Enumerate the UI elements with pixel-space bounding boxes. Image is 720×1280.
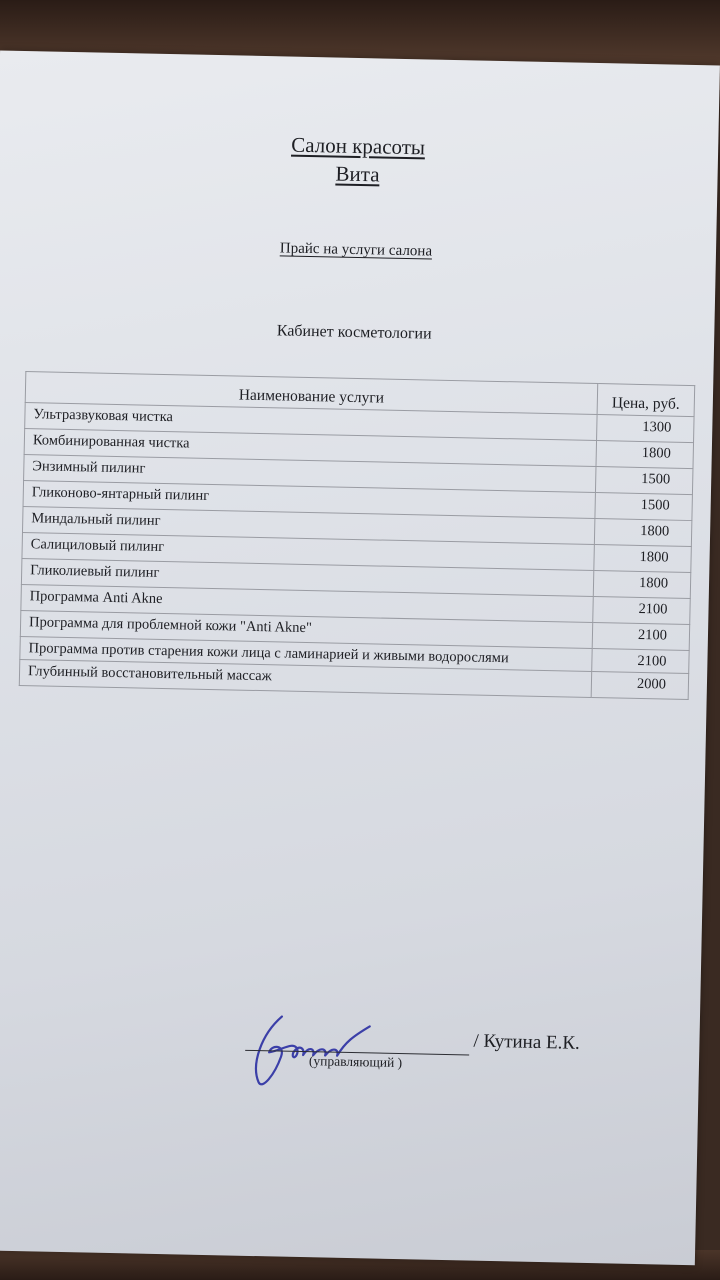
column-header-service: Наименование услуги [25,372,598,415]
price-list-title: Прайс на услуги салона [279,240,433,260]
service-price: 1500 [595,493,693,521]
service-price: 2000 [591,671,689,699]
service-price: 2100 [593,597,691,625]
section-title: Кабинет косметологии [276,322,432,343]
service-name: Ультразвуковая чистка [25,403,597,441]
service-name: Салициловый пилинг [22,533,594,571]
service-name: Энзимный пилинг [24,455,596,493]
service-price: 1800 [593,571,691,599]
salon-title-line2: Вита [335,161,380,187]
service-name: Комбинированная чистка [24,429,596,467]
service-name: Программа Anti Akne [21,585,593,623]
service-price: 1500 [595,467,693,495]
service-name: Гликоново-янтарный пилинг [23,481,595,519]
signatory-name: / Кутина Е.К. [473,1030,581,1054]
service-name: Миндальный пилинг [22,507,594,545]
service-name: Глубинный восстановительный массаж [19,660,591,698]
service-name: Программа против старения кожи лица с ламинарией и живыми водорослями [20,637,592,672]
column-header-price: Цена, руб. [597,384,695,417]
paper-sheet [0,50,720,1265]
service-price: 1800 [594,519,692,547]
signatory-role: (управляющий ) [308,1053,403,1071]
service-price: 1300 [597,415,695,443]
service-name: Гликолиевый пилинг [21,559,593,597]
price-table [19,371,695,700]
service-price: 2100 [592,648,689,673]
service-price: 1800 [596,441,694,469]
salon-title-line1: Салон красоты [290,132,426,160]
service-price: 2100 [592,622,690,650]
service-name: Программа для проблемной кожи "Anti Akne" [20,611,592,649]
service-price: 1800 [594,545,692,573]
